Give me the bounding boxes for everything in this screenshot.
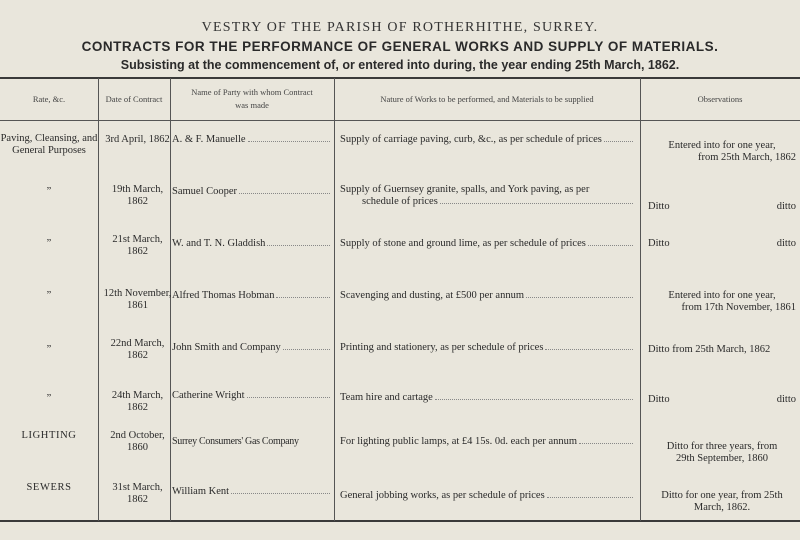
row5-party-text: John Smith and Company — [172, 342, 281, 353]
row6-obs-ditto-2: ditto — [776, 394, 796, 405]
row1-obs-line1: Entered into for one year, — [668, 140, 776, 151]
row8-rate: SEWERS — [26, 482, 72, 493]
row2-date — [101, 184, 174, 208]
row6-nature-text: Team hire and cartage — [340, 392, 433, 403]
document-subtitle: CONTRACTS FOR THE PERFORMANCE OF GENERAL WORKS AND SUPPLY OF MATERIALS. — [81, 39, 719, 54]
row6-rate: ” — [46, 393, 52, 404]
header-party — [170, 80, 334, 118]
row7-nature — [340, 436, 635, 448]
row6-date — [101, 390, 174, 414]
row1-nature — [340, 134, 635, 146]
row4-date — [101, 288, 174, 312]
row3-nature — [340, 238, 635, 250]
row8-party-text: William Kent — [172, 486, 230, 497]
table-top-rule — [0, 77, 800, 79]
row7-observations — [648, 441, 796, 465]
header-observations — [640, 80, 800, 118]
row3-date-year: 1862 — [127, 246, 148, 257]
table-bottom-rule — [0, 520, 800, 522]
row6-date-day: 24th March, — [111, 390, 164, 401]
row7-rate: LIGHTING — [21, 430, 77, 441]
row6-date-year: 1862 — [127, 402, 148, 413]
column-divider-1 — [98, 78, 99, 521]
row8-date-day: 31st March, — [112, 482, 163, 493]
row3-party — [172, 238, 332, 250]
row6-nature — [340, 392, 635, 404]
row5-rate: ” — [46, 344, 52, 355]
row3-rate: ” — [46, 238, 52, 249]
header-observations-label: Observations — [697, 93, 743, 104]
header-rate-label: Rate, &c. — [32, 93, 66, 104]
row2-observations — [648, 201, 800, 213]
row1-date: 3rd April, 1862 — [105, 134, 170, 145]
row4-obs-line1: Entered into for one year, — [668, 290, 776, 301]
row5-nature — [340, 342, 635, 354]
header-nature — [334, 80, 640, 118]
row8-obs-line1: Ditto for one year, from 25th — [661, 490, 783, 501]
document-subsisting-line: Subsisting at the commencement of, or entered into during, the year ending 25th March, 1862. — [120, 58, 680, 72]
row4-nature-text: Scavenging and dusting, at £500 per annum — [340, 290, 525, 301]
header-party-label-line2: was made — [235, 100, 269, 110]
row5-obs-line1: Ditto from 25th March, 1862 — [648, 344, 771, 355]
header-nature-label: Nature of Works to be performed, and Materials to be supplied — [380, 93, 594, 104]
row6-obs-ditto: Ditto — [648, 394, 670, 405]
row2-party — [172, 186, 332, 198]
row1-party-text: A. & F. Manuelle — [172, 134, 246, 145]
row8-observations — [648, 490, 796, 514]
row2-party-text: Samuel Cooper — [172, 186, 238, 197]
row1-observations — [648, 140, 796, 164]
row7-date — [101, 430, 174, 454]
row7-nature-text: For lighting public lamps, at £4 15s. 0d. each per annum — [340, 436, 578, 447]
row2-date-year: 1862 — [127, 196, 148, 207]
row4-nature — [340, 290, 635, 302]
header-date — [98, 80, 170, 118]
row7-party: Surrey Consumers' Gas Company — [172, 436, 299, 447]
row4-date-year: 1861 — [127, 300, 148, 311]
row1-party — [172, 134, 332, 146]
document-title: VESTRY OF THE PARISH OF ROTHERHITHE, SURREY. — [201, 20, 599, 35]
row6-party-text: Catherine Wright — [172, 390, 245, 401]
row3-date-day: 21st March, — [112, 234, 163, 245]
row8-nature — [340, 490, 635, 502]
row5-party — [172, 342, 332, 354]
row4-observations — [648, 290, 796, 314]
table-header-rule — [0, 120, 800, 121]
row7-obs-line1: Ditto for three years, from — [666, 441, 778, 452]
row2-obs-ditto: Ditto — [648, 201, 670, 212]
row3-obs-ditto-2: ditto — [776, 238, 796, 249]
row8-date — [101, 482, 174, 506]
header-party-label-line1: Name of Party with whom Contract — [191, 87, 313, 97]
row2-nature-line1: Supply of Guernsey granite, spalls, and York paving, as per — [340, 184, 590, 195]
row5-observations — [648, 344, 796, 356]
row3-party-text: W. and T. N. Gladdish — [172, 238, 266, 249]
header-date-label: Date of Contract — [105, 93, 163, 104]
column-divider-4 — [640, 78, 641, 521]
row3-observations — [648, 238, 800, 250]
row2-rate: ” — [46, 186, 52, 197]
row4-obs-line2: from 17th November, 1861 — [681, 302, 796, 313]
row8-nature-text: General jobbing works, as per schedule of prices — [340, 490, 545, 501]
header-rate — [0, 80, 98, 118]
row5-date — [101, 338, 174, 362]
row8-obs-line2: March, 1862. — [693, 502, 751, 513]
row7-obs-line2: 29th September, 1860 — [675, 453, 769, 464]
row6-observations — [648, 394, 800, 406]
column-divider-3 — [334, 78, 335, 521]
row2-nature — [340, 184, 635, 208]
row2-date-day: 19th March, — [111, 184, 164, 195]
row5-nature-text: Printing and stationery, as per schedule of prices — [340, 342, 544, 353]
row5-date-year: 1862 — [127, 350, 148, 361]
row5-date-day: 22nd March, — [110, 338, 165, 349]
row8-date-year: 1862 — [127, 494, 148, 505]
row3-date — [101, 234, 174, 258]
row1-rate: Paving, Cleansing, and General Purposes — [0, 133, 98, 156]
row7-date-year: 1860 — [127, 442, 148, 453]
row3-nature-text: Supply of stone and ground lime, as per schedule of prices — [340, 238, 586, 249]
row2-nature-line2: schedule of prices — [362, 196, 438, 207]
row6-party — [172, 390, 332, 402]
row1-obs-line2: from 25th March, 1862 — [698, 152, 796, 163]
row7-date-day: 2nd October, — [110, 430, 165, 441]
row4-date-day: 12th November, — [103, 288, 172, 299]
row8-party — [172, 486, 332, 498]
row4-party-text: Alfred Thomas Hobman — [172, 290, 275, 301]
row3-obs-ditto: Ditto — [648, 238, 670, 249]
row4-rate: ” — [46, 290, 52, 301]
row2-obs-ditto-2: ditto — [776, 201, 796, 212]
row4-party — [172, 290, 332, 302]
row1-nature-text: Supply of carriage paving, curb, &c., as per schedule of prices — [340, 134, 602, 145]
